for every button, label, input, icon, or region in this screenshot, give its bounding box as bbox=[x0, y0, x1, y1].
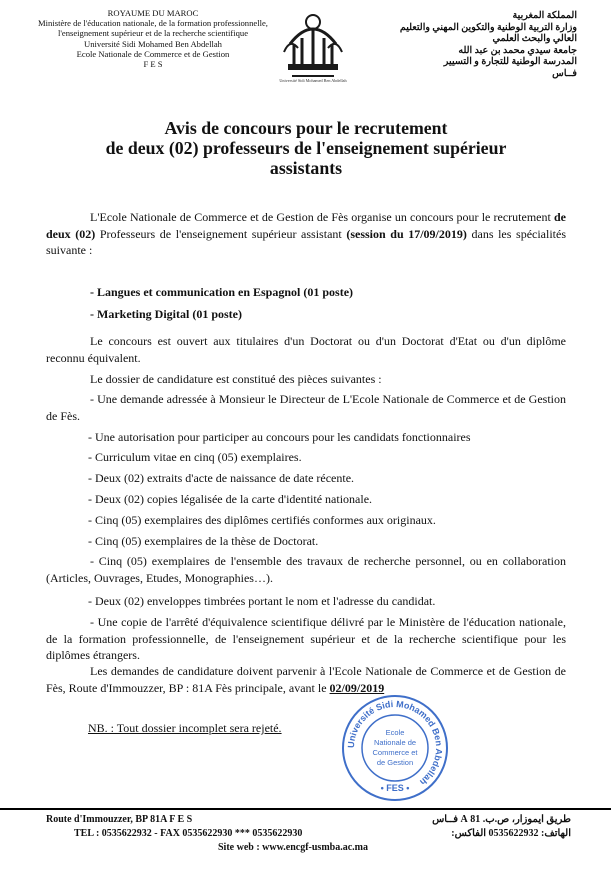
header-ar-school: المدرسة الوطنية للتجارة و التسيير bbox=[443, 56, 577, 67]
stamp-center-line: de Gestion bbox=[376, 758, 414, 767]
stamp-ring-text: Université Sidi Mohamed Ben Abdellah bbox=[345, 698, 445, 788]
document-item: - Deux (02) copies légalisée de la carte d'identité nationale. bbox=[88, 492, 373, 506]
footer-address: Route d'Immouzzer, BP 81A F E S bbox=[46, 814, 193, 825]
document-item: - Une demande adressée à Monsieur le Directeur de L'Ecole Nationale de Commerce et de Gestion de Fès. bbox=[46, 392, 566, 423]
header-ar-kingdom: المملكة المغربية bbox=[512, 10, 577, 21]
footer-website: Site web : www.encgf-usmba.ac.ma bbox=[218, 842, 368, 853]
footer-divider bbox=[0, 808, 611, 810]
university-logo-icon bbox=[280, 8, 346, 82]
title-line-1: Avis de concours pour le recrutement bbox=[164, 118, 448, 138]
stamp-center-line: Nationale de bbox=[373, 738, 417, 747]
header-ar-ministry-2: العالي والبحث العلمي bbox=[492, 33, 577, 44]
header-university: Université Sidi Mohamed Ben Abdellah bbox=[84, 38, 222, 49]
footer-phone-ar: الهاتف: 0535622932 الفاكس: bbox=[451, 828, 571, 839]
document-item: - Deux (02) enveloppes timbrées portant le nom et l'adresse du candidat. bbox=[88, 594, 436, 608]
header-ministry-2: l'enseignement supérieur et de la recherche scientifique bbox=[57, 28, 249, 39]
document-item: - Cinq (05) exemplaires de l'ensemble des travaux de recherche personnel, ou en collaboration (Articles, Ouvrages, Etudes, Monographies…). bbox=[46, 554, 566, 585]
document-item: - Cinq (05) exemplaires des diplômes certifiés conformes aux originaux. bbox=[88, 513, 436, 527]
header-ar-city: فــاس bbox=[552, 67, 577, 79]
header-ar-university: جامعة سيدي محمد بن عبد الله bbox=[458, 44, 577, 56]
stamp-center-line: Commerce et bbox=[372, 748, 418, 757]
nb-note: NB. : Tout dossier incomplet sera rejeté. bbox=[88, 721, 282, 735]
footer-address-ar: طريق ايموزار، ص.ب. 81 A فــاس bbox=[432, 814, 571, 825]
specialty-item: - Langues et communication en Espagnol (01 poste) bbox=[90, 285, 354, 299]
deadline-date: 02/09/2019 bbox=[329, 680, 385, 695]
header-right-block bbox=[377, 10, 577, 79]
header-left-block bbox=[28, 8, 278, 69]
intro-paragraph: L'Ecole Nationale de Commerce et de Gestion de Fès organise un concours pour le recrutement de deux (02) Professeurs de l'enseignement supérieur assistant (session du 17/09/2019) dans les spécialités suivante : bbox=[46, 210, 567, 257]
header-city: F E S bbox=[143, 59, 163, 70]
stamp-center-line: Ecole bbox=[385, 728, 405, 737]
stamp-bottom-text: • FES • bbox=[380, 783, 410, 793]
specialty-item: - Marketing Digital (01 poste) bbox=[90, 307, 242, 321]
page-title bbox=[40, 118, 572, 178]
title-line-2: de deux (02) professeurs de l'enseignement supérieur bbox=[105, 138, 507, 158]
document-item: - Cinq (05) exemplaires de la thèse de Doctorat. bbox=[88, 534, 319, 548]
title-line-3: assistants bbox=[269, 158, 343, 178]
logo-caption: Université Sidi Mohamed Ben Abdellah bbox=[279, 78, 347, 83]
header-school: Ecole Nationale de Commerce et de Gestion bbox=[76, 48, 230, 59]
dossier-intro: Le dossier de candidature est constitué des pièces suivantes : bbox=[90, 372, 382, 386]
header-kingdom: ROYAUME DU MAROC bbox=[107, 8, 199, 18]
deadline-paragraph: Les demandes de candidature doivent parvenir à l'Ecole Nationale de Commerce et de Gestion de Fès, Route d'Immouzzer, BP : 81A Fès principale, avant le 02/09/2019 bbox=[46, 664, 566, 695]
header-ministry-1: Ministère de l'éducation nationale, de la formation professionnelle, bbox=[38, 18, 268, 29]
document-item: - Une autorisation pour participer au concours pour les candidats fonctionnaires bbox=[88, 430, 471, 444]
school-stamp-icon bbox=[340, 693, 450, 803]
document-item: - Curriculum vitae en cinq (05) exemplaires. bbox=[88, 450, 302, 464]
eligibility-paragraph: Le concours est ouvert aux titulaires d'un Doctorat ou d'un Doctorat d'Etat ou d'un diplôme reconnu équivalent. bbox=[46, 334, 566, 365]
document-item: - Deux (02) extraits d'acte de naissance de date récente. bbox=[88, 471, 355, 485]
document-item: - Une copie de l'arrêté d'équivalence scientifique délivré par le Ministère de l'éducation nationale, de la formation professionnelle, de l'enseignement supérieur et de la recherche scientifique pour les diplômes étrangers. bbox=[46, 615, 566, 662]
footer-phone: TEL : 0535622932 - FAX 0535622930 *** 0535622930 bbox=[74, 828, 303, 839]
header-ar-ministry-1: وزارة التربية الوطنية والتكوين المهني والتعليم bbox=[399, 21, 577, 33]
